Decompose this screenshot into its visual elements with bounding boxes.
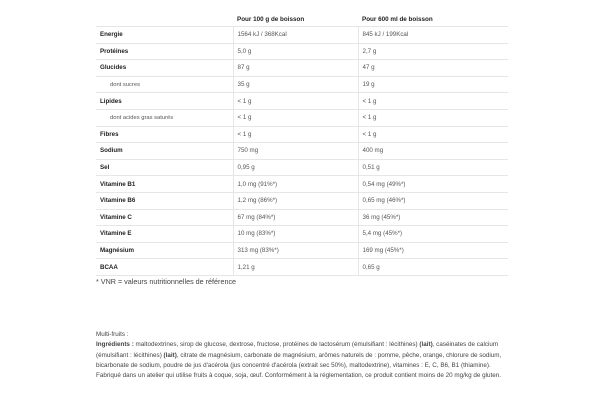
value-per-100g: 1,2 mg (86%*) <box>233 192 358 209</box>
table-row <box>96 226 508 243</box>
value-per-100g: 5,0 g <box>233 43 358 60</box>
value-per-600ml: 0,51 g <box>358 159 508 176</box>
ingredients-label: Ingrédients : <box>96 341 134 349</box>
table-row <box>96 109 508 126</box>
value-per-100g: 1,0 mg (91%*) <box>233 176 358 193</box>
nutrient-name: BCAA <box>96 259 233 276</box>
value-per-100g: 1564 kJ / 368Kcal <box>233 27 358 44</box>
table-row <box>96 43 508 60</box>
allergen-text: (lait) <box>163 351 177 359</box>
value-per-100g: 67 mg (84%*) <box>233 209 358 226</box>
value-per-100g: 0,95 g <box>233 159 358 176</box>
header-nutrient <box>96 12 233 27</box>
nutrient-name: dont sucres <box>96 76 233 93</box>
nutrient-name: Sel <box>96 159 233 176</box>
value-per-600ml: 5,4 mg (45%*) <box>358 226 508 243</box>
header-per-100g: Pour 100 g de boisson <box>237 15 305 23</box>
value-per-600ml: < 1 g <box>358 109 508 126</box>
table-row <box>96 259 508 276</box>
value-per-600ml: 0,65 mg (46%*) <box>358 192 508 209</box>
table-row <box>96 143 508 160</box>
value-per-600ml: 0,54 mg (49%*) <box>358 176 508 193</box>
value-per-100g: < 1 g <box>233 126 358 143</box>
value-per-100g: 1,21 g <box>233 259 358 276</box>
nutrient-name: Fibres <box>96 126 233 143</box>
table-row <box>96 126 508 143</box>
table-row <box>96 27 508 44</box>
ingredient-text: maltodextrines, sirop de glucose, dextrose, fructose, protéines de lactosérum (émulsifiant : lécithines) <box>133 341 420 349</box>
table-row <box>96 76 508 93</box>
value-per-600ml: 19 g <box>358 76 508 93</box>
value-per-600ml: 845 kJ / 199Kcal <box>358 27 508 44</box>
flavor-name: Multi-fruits : <box>96 331 129 338</box>
nutrient-name: Vitamine E <box>96 226 233 243</box>
nutrient-name: Lipides <box>96 93 233 110</box>
value-per-600ml: < 1 g <box>358 126 508 143</box>
value-per-600ml: 36 mg (45%*) <box>358 209 508 226</box>
header-per-600ml: Pour 600 ml de boisson <box>362 15 433 23</box>
table-row <box>96 192 508 209</box>
table-row <box>96 242 508 259</box>
value-per-100g: 10 mg (83%*) <box>233 226 358 243</box>
table-header-row <box>96 12 508 27</box>
value-per-100g: 87 g <box>233 60 358 77</box>
ingredient-text: , caséinates de calcium (émulsifiant : lécithines) <box>96 341 499 359</box>
value-per-600ml: 0,65 g <box>358 259 508 276</box>
table-row <box>96 93 508 110</box>
table-row <box>96 60 508 77</box>
value-per-600ml: < 1 g <box>358 93 508 110</box>
ingredient-text: , citrate de magnésium, carbonate de magnésium, arômes naturels de : pomme, pêche, orange, chlorure de sodium, bicarbonate de sodium, poudre de jus d'acérola (jus concentré d'acérola (extrait sec 50%), maltodextrine), vitamines : E, C, B6, B1 (thiamine). Fabriqué dans un atelier qui utilise fruits à coque, soja, œuf. Conformément à la réglementation, ce produit contient moins de 20 mg/kg de gluten. <box>96 351 502 380</box>
value-per-600ml: 47 g <box>358 60 508 77</box>
nutrient-name: dont acides gras saturés <box>96 109 233 126</box>
table-row <box>96 209 508 226</box>
nutrient-name: Vitamine B1 <box>96 176 233 193</box>
table-body <box>96 27 508 276</box>
nutrient-name: Energie <box>96 27 233 44</box>
table-row <box>96 159 508 176</box>
value-per-600ml: 169 mg (45%*) <box>358 242 508 259</box>
value-per-100g: < 1 g <box>233 109 358 126</box>
nutrient-name: Magnésium <box>96 242 233 259</box>
nutrient-name: Protéines <box>96 43 233 60</box>
value-per-100g: 750 mg <box>233 143 358 160</box>
value-per-100g: 35 g <box>233 76 358 93</box>
nutrient-name: Vitamine B6 <box>96 192 233 209</box>
value-per-100g: 313 mg (83%*) <box>233 242 358 259</box>
ingredients-text <box>96 341 501 379</box>
vnr-footnote: * VNR = valeurs nutritionnelles de référence <box>96 277 237 286</box>
value-per-600ml: 400 mg <box>358 143 508 160</box>
nutrient-name: Vitamine C <box>96 209 233 226</box>
allergen-text: (lait) <box>419 341 433 349</box>
value-per-100g: < 1 g <box>233 93 358 110</box>
nutrient-name: Glucides <box>96 60 233 77</box>
nutrition-table <box>96 12 508 276</box>
value-per-600ml: 2,7 g <box>358 43 508 60</box>
nutrient-name: Sodium <box>96 143 233 160</box>
ingredients-block <box>96 330 516 381</box>
table-row <box>96 176 508 193</box>
